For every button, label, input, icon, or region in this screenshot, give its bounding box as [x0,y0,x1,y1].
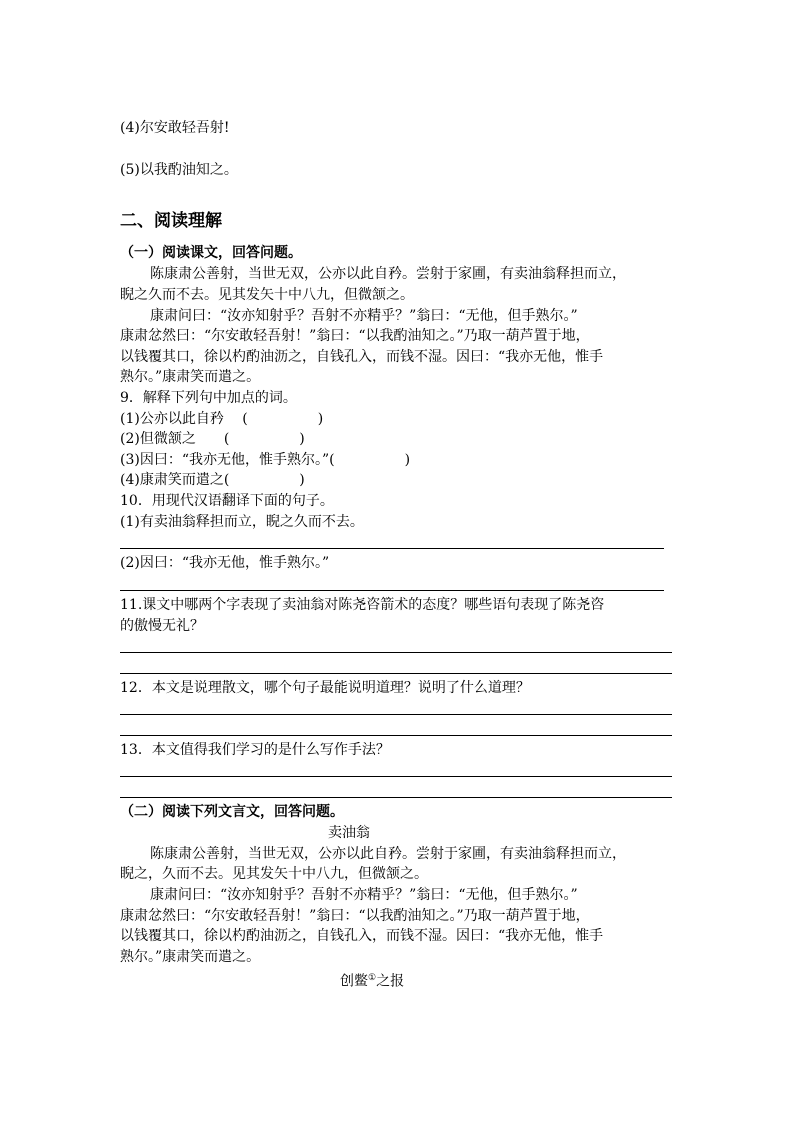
passage1-line: 陈康肃公善射，当世无双，公亦以此自矜。尝射于家圃，有卖油翁释担而立， [150,266,626,282]
answer-line[interactable] [120,714,672,715]
question-10-item: (2)因曰：“我亦无他，惟手熟尔。” [120,555,330,571]
answer-line[interactable] [120,776,672,777]
question-9-item: (1)公亦以此自矜 ( ) [120,411,324,427]
question-12: 12．本文是说理散文，哪个句子最能说明道理？说明了什么道理？ [120,680,530,696]
passage3-title-post: 之报 [376,973,405,990]
question-10-stem: 10．用现代汉语翻译下面的句子。 [120,493,334,509]
answer-line[interactable] [120,590,664,591]
question-11-line: 的傲慢无礼？ [120,618,204,634]
question-9-item: (4)康肃笑而遣之( ) [120,472,305,488]
passage1-line: 康肃问曰：“汝亦知射乎？吾射不亦精乎？”翁曰：“无他，但手熟尔。” [150,308,578,324]
passage1-line: 睨之久而不去。见其发矢十中八九，但微颔之。 [120,287,414,303]
passage2-line: 以钱覆其口，徐以杓酌油沥之，自钱孔入，而钱不湿。因曰：“我亦无他，惟手 [120,928,604,944]
passage1-line: 熟尔。”康肃笑而遣之。 [120,369,261,385]
passage2-line: 康肃问曰：“汝亦知射乎？吾射不亦精乎？”翁曰：“无他，但手熟尔。” [150,887,578,903]
passage1-line: 以钱覆其口，徐以杓酌油沥之，自钱孔入，而钱不湿。因曰：“我亦无他，惟手 [120,349,604,365]
passage2-line: 康肃忿然曰：“尔安敢轻吾射！”翁曰：“以我酌油知之。”乃取一葫芦置于地， [120,908,590,924]
answer-line[interactable] [120,548,664,549]
passage2-title: 卖油翁 [328,825,370,841]
answer-line[interactable] [120,652,672,653]
part1-heading: （一）阅读课文，回答问题。 [120,245,302,261]
question-9-stem: 9．解释下列句中加点的词。 [120,390,297,406]
part2-heading: （二）阅读下列文言文，回答问题。 [120,804,344,820]
question-item-4: (4)尔安敢轻吾射! [120,120,230,136]
question-10-item: (1)有卖油翁释担而立，睨之久而不去。 [120,514,364,530]
question-9-item: (3)因曰：“我亦无他，惟手熟尔。”( ) [120,452,411,468]
passage2-line: 陈康肃公善射，当世无双，公亦以此自矜。尝射于家圃，有卖油翁释担而立， [150,846,626,862]
question-11-line: 11.课文中哪两个字表现了卖油翁对陈尧咨箭术的态度？哪些语句表现了陈尧咨 [120,597,605,613]
passage2-line: 熟尔。”康肃笑而遣之。 [120,949,261,965]
section-heading: 二、阅读理解 [120,211,222,231]
question-item-5: (5)以我酌油知之。 [120,162,238,178]
answer-line[interactable] [120,797,672,798]
question-9-item: (2)但微颔之 ( ) [120,431,305,447]
answer-line[interactable] [120,735,672,736]
passage3-title [340,968,404,992]
question-13: 13．本文值得我们学习的是什么写作手法？ [120,742,390,758]
footnote-marker: ① [368,973,377,983]
answer-line[interactable] [120,673,672,674]
passage2-line: 睨之，久而不去。见其发矢十中八九，但微颔之。 [120,866,428,882]
passage1-line: 康肃忿然曰：“尔安敢轻吾射！”翁曰：“以我酌油知之。”乃取一葫芦置于地， [120,328,590,344]
passage3-title-pre: 创鳖 [340,973,368,990]
